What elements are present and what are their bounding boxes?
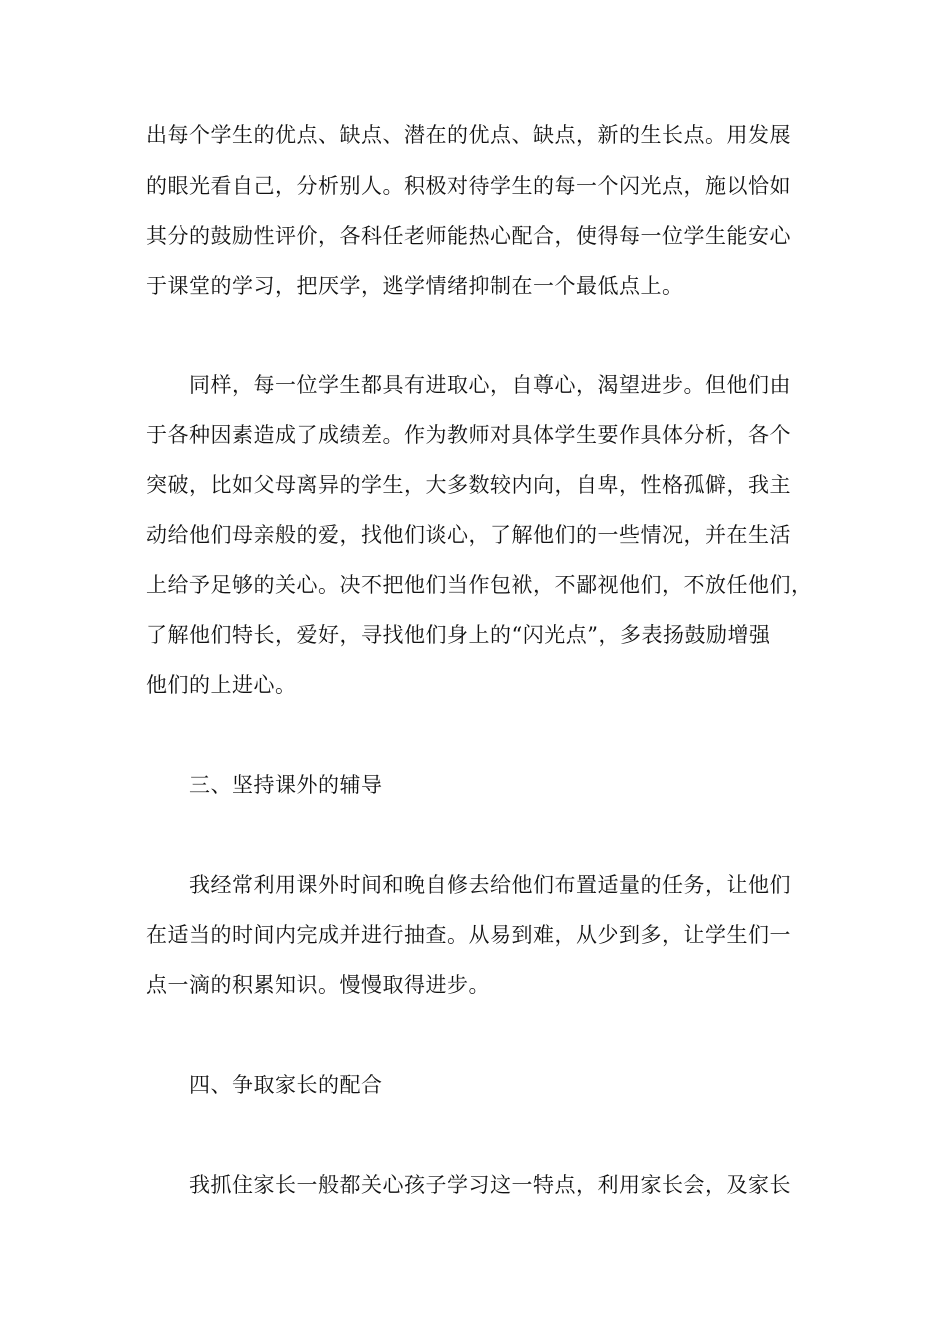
paragraph-3-line-3: 点一滴的积累知识。慢慢取得进步。 bbox=[146, 973, 490, 997]
paragraph-4-line-1: 我抓住家长一般都关心孩子学习这一特点，利用家长会，及家长 bbox=[189, 1173, 791, 1197]
paragraph-1-line-2: 的眼光看自己，分析别人。积极对待学生的每一个闪光点，施以恰如 bbox=[146, 174, 791, 198]
paragraph-1-line-1: 出每个学生的优点、缺点、潜在的优点、缺点，新的生长点。用发展 bbox=[146, 123, 791, 147]
paragraph-2-line-1: 同样，每一位学生都具有进取心，自尊心，渴望进步。但他们由 bbox=[189, 373, 791, 397]
paragraph-2-line-3: 突破，比如父母离异的学生，大多数较内向，自卑，性格孤僻，我主 bbox=[146, 473, 791, 497]
section-heading-4: 四、争取家长的配合 bbox=[189, 1073, 383, 1097]
paragraph-3-line-2: 在适当的时间内完成并进行抽查。从易到难，从少到多，让学生们一 bbox=[146, 923, 791, 947]
paragraph-2-line-7: 他们的上进心。 bbox=[146, 673, 297, 697]
paragraph-2-line-6: 了解他们特长，爱好，寻找他们身上的“闪光点”，多表扬鼓励增强 bbox=[146, 623, 771, 647]
paragraph-2-line-2: 于各种因素造成了成绩差。作为教师对具体学生要作具体分析，各个 bbox=[146, 423, 791, 447]
paragraph-3-line-1: 我经常利用课外时间和晚自修去给他们布置适量的任务，让他们 bbox=[189, 873, 791, 897]
section-heading-3: 三、坚持课外的辅导 bbox=[189, 773, 383, 797]
paragraph-2-line-4: 动给他们母亲般的爱，找他们谈心，了解他们的一些情况，并在生活 bbox=[146, 523, 791, 547]
paragraph-1-line-4: 于课堂的学习，把厌学，逃学情绪抑制在一个最低点上。 bbox=[146, 274, 684, 298]
paragraph-2-line-5: 上给予足够的关心。决不把他们当作包袱，不鄙视他们，不放任他们， bbox=[146, 573, 813, 597]
paragraph-1-line-3: 其分的鼓励性评价，各科任老师能热心配合，使得每一位学生能安心 bbox=[146, 224, 791, 248]
